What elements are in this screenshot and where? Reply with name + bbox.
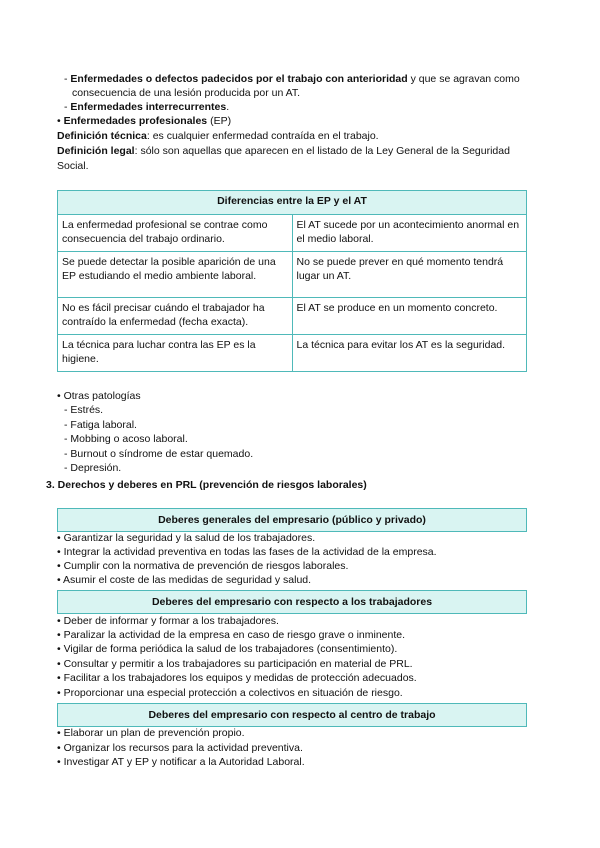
list-item: - Enfermedades interrecurrentes. bbox=[64, 101, 230, 113]
list-item: - Enfermedades o defectos padecidos por el trabajo con anterioridad y que se agravan como bbox=[64, 73, 520, 85]
bold-term: Enfermedades profesionales bbox=[63, 115, 208, 127]
list-item: - Burnout o síndrome de estar quemado. bbox=[64, 448, 254, 460]
box-title-workplace-duties: Deberes del empresario con respecto al centro de trabajo bbox=[57, 703, 527, 727]
table-row bbox=[58, 298, 527, 335]
table-row bbox=[58, 252, 527, 298]
list-item: • Cumplir con la normativa de prevención de riesgos laborales. bbox=[57, 560, 349, 572]
table-cell-ep: No es fácil precisar cuándo el trabajador ha contraído la enfermedad (fecha exacta). bbox=[58, 298, 293, 335]
list-item-continuation: consecuencia de una lesión producida por un AT. bbox=[72, 87, 301, 99]
list-item: - Fatiga laboral. bbox=[64, 419, 137, 431]
list-item: • Investigar AT y EP y notificar a la Autoridad Laboral. bbox=[57, 756, 305, 768]
list-item: • Paralizar la actividad de la empresa en caso de riesgo grave o inminente. bbox=[57, 629, 406, 641]
list-item: - Estrés. bbox=[64, 404, 104, 416]
table-cell-ep: Se puede detectar la posible aparición de una EP estudiando el medio ambiente laboral. bbox=[58, 252, 293, 298]
list-heading: • Otras patologías bbox=[57, 390, 141, 402]
list-item: • Asumir el coste de las medidas de seguridad y salud. bbox=[57, 574, 312, 586]
list-item: • Organizar los recursos para la actividad preventiva. bbox=[57, 742, 303, 754]
list-item: • Deber de informar y formar a los trabajadores. bbox=[57, 615, 279, 627]
definition-technical: Definición técnica: es cualquier enfermedad contraída en el trabajo. bbox=[57, 130, 379, 142]
list-item: • Elaborar un plan de prevención propio. bbox=[57, 727, 245, 739]
box-title-general-duties: Deberes generales del empresario (público y privado) bbox=[57, 508, 527, 532]
list-item: • Proporcionar una especial protección a colectivos en situación de riesgo. bbox=[57, 687, 403, 699]
table-cell-at: No se puede prever en qué momento tendrá lugar un AT. bbox=[292, 252, 527, 298]
list-item: • Garantizar la seguridad y la salud de los trabajadores. bbox=[57, 532, 316, 544]
section-heading: 3. Derechos y deberes en PRL (prevención de riesgos laborales) bbox=[46, 479, 367, 491]
box-title-worker-duties: Deberes del empresario con respecto a los trabajadores bbox=[57, 590, 527, 614]
list-item: • Consultar y permitir a los trabajadores su participación en material de PRL. bbox=[57, 658, 413, 670]
bold-term: Enfermedades o defectos padecidos por el trabajo con anterioridad bbox=[70, 73, 408, 85]
table-cell-at: La técnica para evitar los AT es la seguridad. bbox=[292, 335, 527, 372]
table-row bbox=[58, 215, 527, 252]
table-cell-ep: La enfermedad profesional se contrae como consecuencia del trabajo ordinario. bbox=[58, 215, 293, 252]
differences-table bbox=[57, 190, 527, 372]
table-header-row bbox=[58, 191, 527, 215]
list-item: - Depresión. bbox=[64, 462, 122, 474]
list-item: • Enfermedades profesionales (EP) bbox=[57, 115, 232, 127]
table-title: Diferencias entre la EP y el AT bbox=[58, 191, 527, 215]
list-item: • Integrar la actividad preventiva en todas las fases de la actividad de la empresa. bbox=[57, 546, 437, 558]
table-cell-ep: La técnica para luchar contra las EP es la higiene. bbox=[58, 335, 293, 372]
list-item: • Vigilar de forma periódica la salud de los trabajadores (consentimiento). bbox=[57, 643, 398, 655]
list-item: • Facilitar a los trabajadores los equipos y medidas de protección adecuados. bbox=[57, 672, 417, 684]
bold-term: Enfermedades interrecurrentes bbox=[70, 101, 227, 113]
table-row bbox=[58, 335, 527, 372]
definition-legal-continuation: Social. bbox=[57, 160, 89, 172]
table-cell-at: El AT sucede por un acontecimiento anormal en el medio laboral. bbox=[292, 215, 527, 252]
table-cell-at: El AT se produce en un momento concreto. bbox=[292, 298, 527, 335]
definition-legal: Definición legal: sólo son aquellas que aparecen en el listado de la Ley General de la Seguridad bbox=[57, 145, 510, 157]
list-item: - Mobbing o acoso laboral. bbox=[64, 433, 188, 445]
